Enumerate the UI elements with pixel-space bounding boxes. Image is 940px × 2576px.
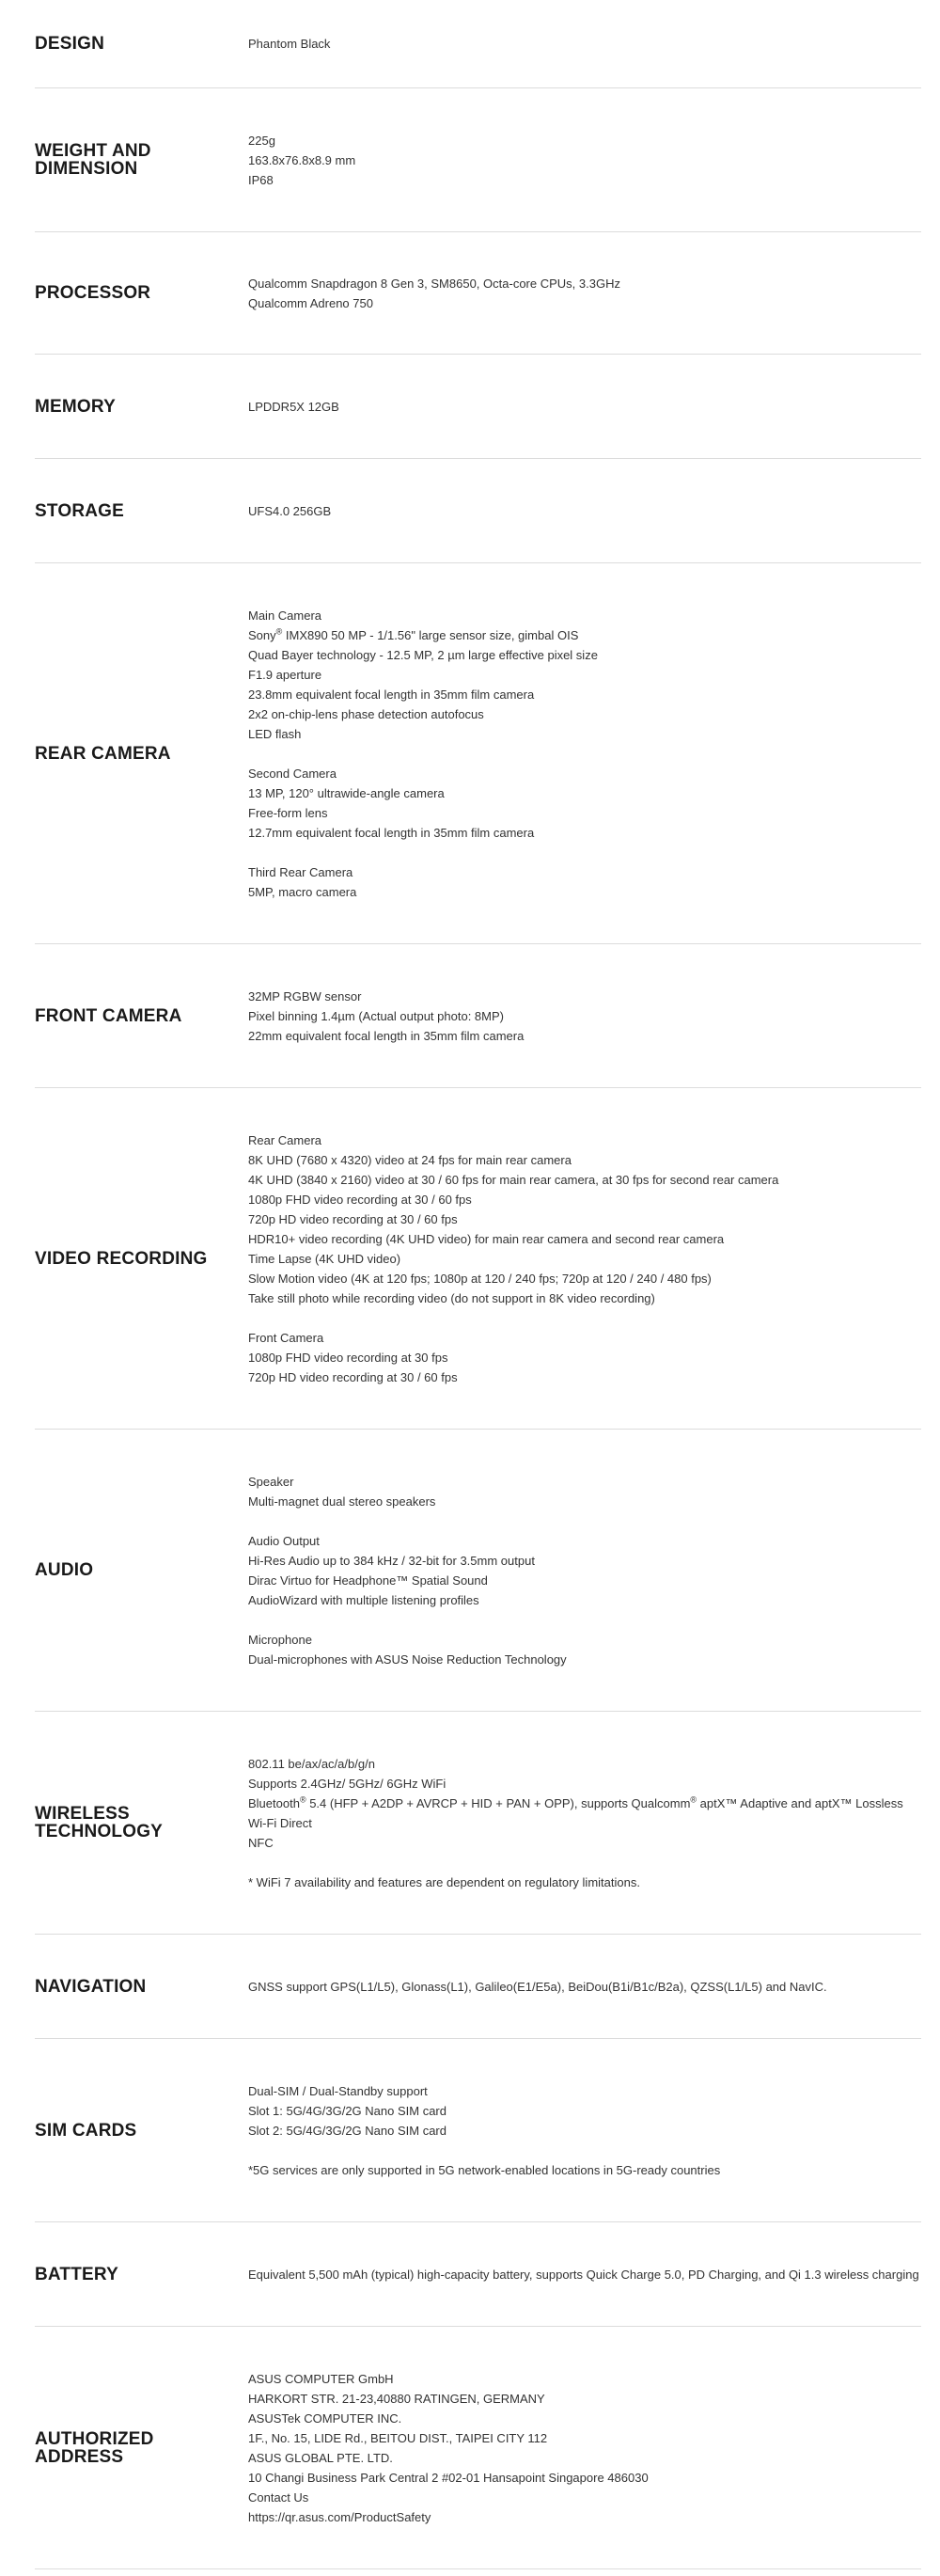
spec-line: Sony® IMX890 50 MP - 1/1.56" large sensor size, gimbal OIS — [248, 626, 579, 642]
spec-value — [248, 88, 921, 231]
spec-line: Qualcomm Snapdragon 8 Gen 3, SM8650, Octa-core CPUs, 3.3GHz — [248, 276, 620, 291]
spec-line: Pixel binning 1.4µm (Actual output photo: 8MP) — [248, 1008, 504, 1023]
spec-row-processor — [35, 232, 921, 355]
spec-line: Slow Motion video (4K at 120 fps; 1080p at 120 / 240 fps; 720p at 120 / 240 / 480 fps) — [248, 1271, 712, 1286]
spec-line: ASUS COMPUTER GmbH — [248, 2371, 394, 2386]
spec-line: * WiFi 7 availability and features are dependent on regulatory limitations. — [248, 1874, 640, 1889]
spec-line: Phantom Black — [248, 37, 331, 51]
spec-line: Equivalent 5,500 mAh (typical) high-capacity battery, supports Quick Charge 5.0, PD Charging, and Qi 1.3 wireless charging — [248, 2267, 919, 2282]
spec-label: REAR CAMERA — [35, 743, 171, 764]
spec-row-wireless-technology — [35, 1712, 921, 1935]
spec-line: Rear Camera — [248, 1132, 322, 1147]
spec-label: WEIGHT AND DIMENSION — [35, 141, 151, 179]
spec-value — [248, 563, 921, 943]
spec-line: LPDDR5X 12GB — [248, 399, 339, 414]
spec-label: FRONT CAMERA — [35, 1005, 182, 1026]
spec-line: Audio Output — [248, 1533, 320, 1548]
spec-value — [248, 2039, 921, 2221]
spec-row-storage — [35, 459, 921, 563]
spec-line: *5G services are only supported in 5G network-enabled locations in 5G-ready countries — [248, 2162, 721, 2177]
spec-line: Time Lapse (4K UHD video) — [248, 1251, 401, 1266]
spec-line: ASUSTek COMPUTER INC. — [248, 2410, 402, 2426]
spec-label: AUTHORIZED ADDRESS — [35, 2428, 154, 2467]
spec-line: Multi-magnet dual stereo speakers — [248, 1493, 436, 1509]
spec-label: PROCESSOR — [35, 283, 151, 303]
spec-line: Supports 2.4GHz/ 5GHz/ 6GHz WiFi — [248, 1776, 446, 1791]
spec-value — [248, 1430, 921, 1711]
spec-line: Qualcomm Adreno 750 — [248, 295, 373, 310]
spec-row-design — [35, 0, 921, 88]
spec-line-spacer — [248, 1853, 921, 1873]
spec-line: 5MP, macro camera — [248, 884, 357, 899]
spec-row-video-recording — [35, 1088, 921, 1430]
spec-value — [248, 944, 921, 1087]
spec-line: IP68 — [248, 172, 274, 187]
spec-value — [248, 2327, 921, 2568]
spec-label: DESIGN — [35, 34, 105, 54]
spec-line: 13 MP, 120° ultrawide-angle camera — [248, 785, 445, 800]
spec-label: AUDIO — [35, 1560, 94, 1580]
spec-line: 10 Changi Business Park Central 2 #02-01 Hansapoint Singapore 486030 — [248, 2470, 649, 2485]
spec-row-rear-camera — [35, 563, 921, 944]
spec-value — [248, 232, 921, 354]
spec-line: 2x2 on-chip-lens phase detection autofocus — [248, 706, 484, 721]
spec-line-spacer — [248, 1610, 921, 1630]
spec-line: Front Camera — [248, 1330, 324, 1345]
spec-line: NFC — [248, 1835, 274, 1850]
spec-line: HDR10+ video recording (4K UHD video) for main rear camera and second rear camera — [248, 1231, 725, 1246]
spec-line-spacer — [248, 2141, 921, 2160]
spec-line: Take still photo while recording video (do not support in 8K video recording) — [248, 1290, 655, 1305]
spec-row-front-camera — [35, 944, 921, 1088]
spec-line: 12.7mm equivalent focal length in 35mm film camera — [248, 825, 535, 840]
spec-value — [248, 2222, 921, 2326]
spec-line: 163.8x76.8x8.9 mm — [248, 152, 356, 167]
spec-line: 802.11 be/ax/ac/a/b/g/n — [248, 1756, 375, 1771]
spec-line: GNSS support GPS(L1/L5), Glonass(L1), Galileo(E1/E5a), BeiDou(B1i/B1c/B2a), QZSS(L1/L5) and NavIC. — [248, 1979, 827, 1994]
spec-label: SIM CARDS — [35, 2120, 137, 2141]
spec-line: Speaker — [248, 1474, 294, 1489]
spec-line: Quad Bayer technology - 12.5 MP, 2 µm large effective pixel size — [248, 647, 598, 662]
spec-label: WIRELESS TECHNOLOGY — [35, 1804, 164, 1841]
spec-line: UFS4.0 256GB — [248, 503, 332, 518]
spec-line: 4K UHD (3840 x 2160) video at 30 / 60 fps for main rear camera, at 30 fps for second rear camera — [248, 1172, 779, 1187]
spec-line-spacer — [248, 1511, 921, 1531]
spec-line: Slot 2: 5G/4G/3G/2G Nano SIM card — [248, 2123, 446, 2138]
spec-label: NAVIGATION — [35, 1976, 147, 1997]
spec-row-weight-and-dimension — [35, 88, 921, 232]
spec-row-battery — [35, 2222, 921, 2327]
spec-line: Main Camera — [248, 608, 322, 623]
spec-line: Slot 1: 5G/4G/3G/2G Nano SIM card — [248, 2103, 446, 2118]
spec-line: 720p HD video recording at 30 / 60 fps — [248, 1211, 458, 1226]
spec-line: Wi-Fi Direct — [248, 1815, 312, 1830]
spec-line: Hi-Res Audio up to 384 kHz / 32-bit for 3.5mm output — [248, 1553, 535, 1568]
spec-line: Free-form lens — [248, 805, 328, 820]
spec-label: STORAGE — [35, 500, 125, 521]
spec-row-navigation — [35, 1935, 921, 2039]
spec-value — [248, 459, 921, 562]
spec-line: Third Rear Camera — [248, 864, 353, 879]
spec-value — [248, 1088, 921, 1429]
spec-row-memory — [35, 355, 921, 459]
spec-line: https://qr.asus.com/ProductSafety — [248, 2509, 431, 2524]
spec-line: AudioWizard with multiple listening profiles — [248, 1592, 479, 1607]
spec-value — [248, 355, 921, 458]
spec-label: MEMORY — [35, 396, 116, 417]
spec-line: Dirac Virtuo for Headphone™ Spatial Sound — [248, 1572, 488, 1588]
spec-row-audio — [35, 1430, 921, 1712]
spec-line: ASUS GLOBAL PTE. LTD. — [248, 2450, 393, 2465]
spec-line: Second Camera — [248, 766, 337, 781]
spec-line: 8K UHD (7680 x 4320) video at 24 fps for main rear camera — [248, 1152, 572, 1167]
spec-label: BATTERY — [35, 2264, 119, 2284]
spec-line: 720p HD video recording at 30 / 60 fps — [248, 1369, 458, 1384]
spec-value — [248, 0, 921, 87]
spec-row-sim-cards — [35, 2039, 921, 2222]
spec-line: 225g — [248, 133, 275, 148]
spec-line: 1080p FHD video recording at 30 fps — [248, 1350, 448, 1365]
spec-label: VIDEO RECORDING — [35, 1248, 208, 1269]
spec-line: Dual-SIM / Dual-Standby support — [248, 2083, 428, 2098]
spec-row-authorized-address — [35, 2327, 921, 2569]
spec-line: 32MP RGBW sensor — [248, 988, 362, 1004]
spec-line: 1F., No. 15, LIDE Rd., BEITOU DIST., TAIPEI CITY 112 — [248, 2430, 548, 2445]
spec-line: Microphone — [248, 1632, 312, 1647]
spec-line: 23.8mm equivalent focal length in 35mm film camera — [248, 687, 535, 702]
spec-line: 22mm equivalent focal length in 35mm film camera — [248, 1028, 525, 1043]
spec-line: HARKORT STR. 21-23,40880 RATINGEN, GERMANY — [248, 2391, 545, 2406]
spec-line: Bluetooth® 5.4 (HFP + A2DP + AVRCP + HID + PAN + OPP), supports Qualcomm® aptX™ Adaptive and aptX™ Lossless — [248, 1794, 903, 1810]
spec-line: F1.9 aperture — [248, 667, 322, 682]
spec-value — [248, 1712, 921, 1934]
spec-line-spacer — [248, 744, 921, 764]
spec-line: Dual-microphones with ASUS Noise Reduction Technology — [248, 1651, 567, 1667]
spec-line: Contact Us — [248, 2489, 309, 2505]
spec-line-spacer — [248, 1308, 921, 1328]
spec-line: LED flash — [248, 726, 302, 741]
spec-line: 1080p FHD video recording at 30 / 60 fps — [248, 1192, 472, 1207]
spec-line-spacer — [248, 843, 921, 862]
spec-value — [248, 1935, 921, 2038]
